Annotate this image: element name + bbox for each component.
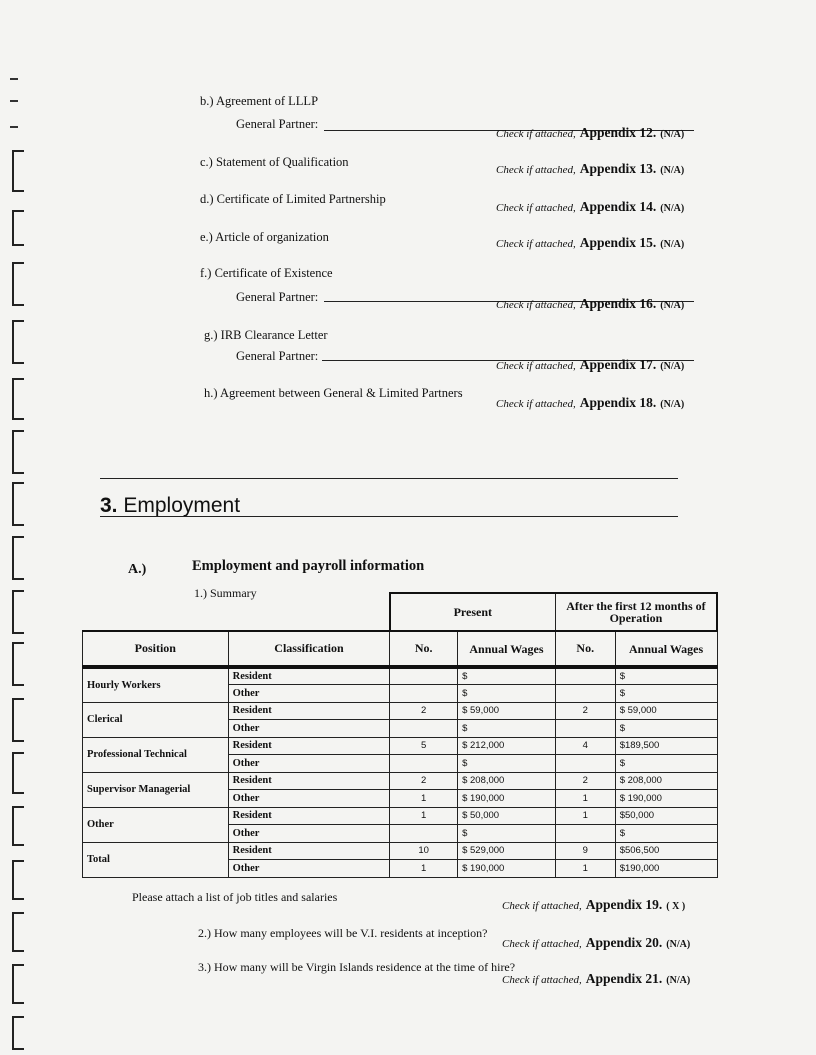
no-header: No.: [555, 631, 615, 667]
attach-list-label: Please attach a list of job titles and salaries: [132, 890, 338, 904]
present-count-cell[interactable]: [390, 825, 458, 843]
na-mark[interactable]: (N/A): [660, 300, 685, 311]
after-wages-cell[interactable]: $190,000: [615, 860, 717, 878]
after-count-cell[interactable]: 1: [555, 860, 615, 878]
after-count-cell[interactable]: 4: [555, 737, 615, 755]
present-wages-cell[interactable]: $ 190,000: [458, 860, 556, 878]
item-label: b.) Agreement of LLLP: [200, 94, 319, 108]
table-group-header: [83, 593, 718, 631]
appendix-number: Appendix 14.: [579, 199, 657, 214]
present-wages-cell[interactable]: $ 59,000: [458, 702, 556, 720]
position-cell: Clerical: [83, 702, 229, 737]
item-label: h.) Agreement between General & Limited Partners: [204, 386, 463, 400]
appendix-number: Appendix 15.: [579, 235, 657, 250]
na-mark[interactable]: (N/A): [660, 129, 685, 140]
after-count-cell[interactable]: [555, 720, 615, 738]
appendix-item-20: [502, 934, 690, 952]
check-if-attached: Check if attached,: [502, 900, 582, 912]
present-wages-cell[interactable]: $: [458, 667, 556, 685]
present-wages-cell[interactable]: $ 212,000: [458, 737, 556, 755]
present-count-cell[interactable]: [390, 720, 458, 738]
after-count-cell[interactable]: [555, 667, 615, 685]
section-name: Employment: [123, 494, 241, 517]
general-partner-label: General Partner:: [236, 117, 319, 131]
present-wages-cell[interactable]: $: [458, 755, 556, 773]
check-if-attached: Check if attached,: [496, 202, 576, 214]
classification-cell: Other: [228, 755, 390, 773]
table-row: [83, 737, 718, 755]
after-wages-cell[interactable]: $506,500: [615, 842, 717, 860]
appendix-number: Appendix 19.: [585, 897, 663, 912]
check-if-attached: Check if attached,: [496, 128, 576, 140]
present-wages-cell[interactable]: $ 529,000: [458, 842, 556, 860]
classification-cell: Resident: [228, 807, 390, 825]
check-if-attached: Check if attached,: [502, 974, 582, 986]
classification-cell: Other: [228, 720, 390, 738]
present-count-cell[interactable]: 1: [390, 790, 458, 808]
present-count-cell[interactable]: [390, 755, 458, 773]
table-column-header: [83, 631, 718, 667]
after-count-cell[interactable]: [555, 755, 615, 773]
after-wages-cell[interactable]: $ 59,000: [615, 702, 717, 720]
item-label: d.) Certificate of Limited Partnership: [200, 192, 386, 206]
table-row: [83, 807, 718, 825]
section-number: 3.: [100, 494, 118, 517]
after-count-cell[interactable]: 1: [555, 807, 615, 825]
after-count-cell[interactable]: 2: [555, 772, 615, 790]
present-header: Present: [390, 593, 556, 631]
na-mark[interactable]: (N/A): [660, 165, 685, 176]
table-row: [83, 702, 718, 720]
item-label: c.) Statement of Qualification: [200, 155, 349, 169]
classification-cell: Resident: [228, 667, 390, 685]
question-residents-hire: 3.) How many will be Virgin Islands residence at the time of hire?: [198, 960, 516, 974]
check-if-attached: Check if attached,: [496, 299, 576, 311]
classification-cell: Other: [228, 860, 390, 878]
appendix-item-19: [502, 896, 685, 914]
general-partner-label: General Partner:: [236, 290, 319, 304]
section-title: [100, 494, 240, 518]
summary-label: 1.) Summary: [194, 586, 257, 600]
present-count-cell[interactable]: [390, 667, 458, 685]
no-header: No.: [390, 631, 458, 667]
after-wages-cell[interactable]: $ 208,000: [615, 772, 717, 790]
appendix-number: Appendix 17.: [579, 357, 657, 372]
classification-cell: Other: [228, 685, 390, 703]
annual-wages-header: Annual Wages: [458, 631, 556, 667]
position-cell: Hourly Workers: [83, 667, 229, 702]
classification-cell: Resident: [228, 737, 390, 755]
present-count-cell[interactable]: 1: [390, 807, 458, 825]
present-wages-cell[interactable]: $: [458, 720, 556, 738]
na-mark[interactable]: (N/A): [666, 975, 691, 986]
present-wages-cell[interactable]: $ 190,000: [458, 790, 556, 808]
na-mark[interactable]: (N/A): [660, 239, 685, 250]
present-count-cell[interactable]: 10: [390, 842, 458, 860]
present-wages-cell[interactable]: $ 208,000: [458, 772, 556, 790]
section-rule-top: [100, 478, 678, 479]
appendix-number: Appendix 13.: [579, 161, 657, 176]
present-count-cell[interactable]: [390, 685, 458, 703]
na-mark[interactable]: (N/A): [666, 939, 691, 950]
present-wages-cell[interactable]: $ 50,000: [458, 807, 556, 825]
position-cell: Professional Technical: [83, 737, 229, 772]
after-wages-cell[interactable]: $: [615, 825, 717, 843]
checked-mark[interactable]: ( X ): [666, 901, 686, 912]
present-wages-cell[interactable]: $: [458, 825, 556, 843]
after-wages-cell[interactable]: $: [615, 720, 717, 738]
after-wages-cell[interactable]: $: [615, 755, 717, 773]
after-wages-cell[interactable]: $ 190,000: [615, 790, 717, 808]
question-residents-inception: 2.) How many employees will be V.I. residents at inception?: [198, 926, 488, 940]
present-count-cell[interactable]: 1: [390, 860, 458, 878]
appendix-item-21: [502, 970, 690, 988]
present-wages-cell[interactable]: $: [458, 685, 556, 703]
appendix-number: Appendix 20.: [585, 935, 663, 950]
classification-cell: Resident: [228, 842, 390, 860]
after-wages-cell[interactable]: $189,500: [615, 737, 717, 755]
appendix-number: Appendix 16.: [579, 296, 657, 311]
present-count-cell[interactable]: 2: [390, 772, 458, 790]
table-row: [83, 842, 718, 860]
after-wages-cell[interactable]: $50,000: [615, 807, 717, 825]
table-row: [83, 772, 718, 790]
na-mark[interactable]: (N/A): [660, 399, 685, 410]
after-wages-cell[interactable]: $: [615, 667, 717, 685]
position-cell: Supervisor Managerial: [83, 772, 229, 807]
after-count-cell[interactable]: [555, 685, 615, 703]
classification-cell: Resident: [228, 772, 390, 790]
check-if-attached: Check if attached,: [496, 238, 576, 250]
item-label: f.) Certificate of Existence: [200, 266, 333, 280]
classification-cell: Resident: [228, 702, 390, 720]
section-rule-bottom: [100, 516, 678, 517]
check-if-attached: Check if attached,: [496, 398, 576, 410]
position-cell: Other: [83, 807, 229, 842]
after-count-cell[interactable]: 9: [555, 842, 615, 860]
classification-header: Classification: [228, 631, 390, 667]
general-partner-label: General Partner:: [236, 349, 319, 363]
position-cell: Total: [83, 842, 229, 877]
appendix-number: Appendix 18.: [579, 395, 657, 410]
check-if-attached: Check if attached,: [496, 360, 576, 372]
after-count-cell[interactable]: 2: [555, 702, 615, 720]
item-label: g.) IRB Clearance Letter: [204, 328, 328, 342]
present-count-cell[interactable]: 2: [390, 702, 458, 720]
appendix-number: Appendix 12.: [579, 125, 657, 140]
classification-cell: Other: [228, 790, 390, 808]
subsection-title: Employment and payroll information: [192, 558, 425, 574]
check-if-attached: Check if attached,: [502, 938, 582, 950]
after-wages-cell[interactable]: $: [615, 685, 717, 703]
after-count-cell[interactable]: 1: [555, 790, 615, 808]
annual-wages-header: Annual Wages: [615, 631, 717, 667]
classification-cell: Other: [228, 825, 390, 843]
check-if-attached: Check if attached,: [496, 164, 576, 176]
na-mark[interactable]: (N/A): [660, 203, 685, 214]
item-label: e.) Article of organization: [200, 230, 329, 244]
position-header: Position: [83, 631, 229, 667]
after-count-cell[interactable]: [555, 825, 615, 843]
table-row: [83, 667, 718, 685]
after-12-months-header: After the first 12 months of Operation: [555, 593, 717, 631]
subsection-letter: A.): [128, 562, 147, 577]
na-mark[interactable]: (N/A): [660, 361, 685, 372]
appendix-number: Appendix 21.: [585, 971, 663, 986]
employment-table: [82, 592, 718, 878]
present-count-cell[interactable]: 5: [390, 737, 458, 755]
